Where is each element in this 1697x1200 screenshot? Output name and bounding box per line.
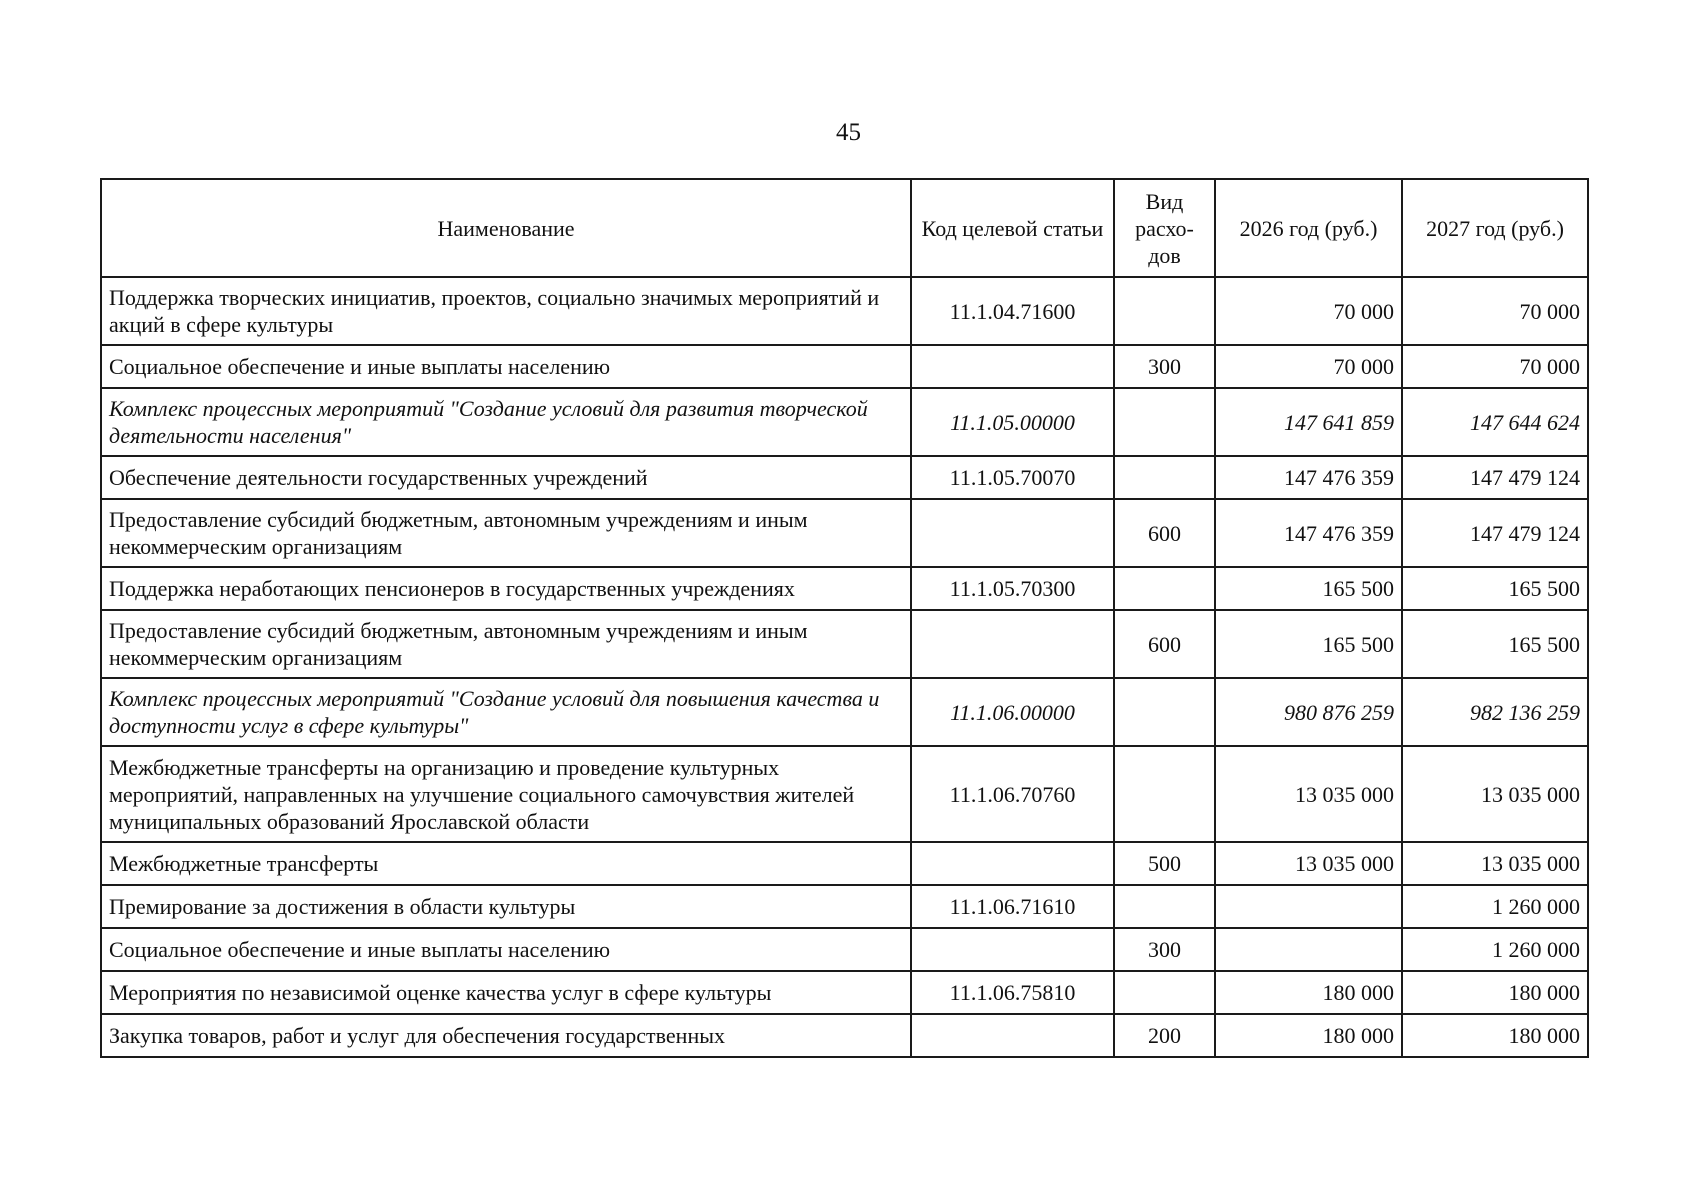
cell-code: 11.1.06.71610	[911, 885, 1114, 928]
cell-type: 300	[1114, 928, 1215, 971]
cell-2027: 147 644 624	[1402, 388, 1588, 456]
header-name: Наименование	[101, 179, 911, 277]
cell-2027: 165 500	[1402, 567, 1588, 610]
cell-2027: 70 000	[1402, 277, 1588, 345]
table-row	[101, 388, 1588, 456]
cell-2026: 147 476 359	[1215, 456, 1402, 499]
table-row	[101, 842, 1588, 885]
cell-2026: 70 000	[1215, 277, 1402, 345]
cell-name: Социальное обеспечение и иные выплаты населению	[101, 928, 911, 971]
cell-2027: 13 035 000	[1402, 842, 1588, 885]
cell-2027: 147 479 124	[1402, 456, 1588, 499]
table-row	[101, 499, 1588, 567]
table-row	[101, 746, 1588, 842]
table-row	[101, 567, 1588, 610]
cell-2027: 180 000	[1402, 971, 1588, 1014]
cell-type: 300	[1114, 345, 1215, 388]
table-row	[101, 678, 1588, 746]
cell-name: Поддержка творческих инициатив, проектов, социально значимых мероприятий и акций в сфере культуры	[101, 277, 911, 345]
header-type: Вид расхо-дов	[1114, 179, 1215, 277]
cell-2027: 1 260 000	[1402, 885, 1588, 928]
cell-2026	[1215, 928, 1402, 971]
cell-name: Премирование за достижения в области культуры	[101, 885, 911, 928]
cell-2026: 13 035 000	[1215, 746, 1402, 842]
cell-2026: 70 000	[1215, 345, 1402, 388]
budget-table	[100, 178, 1589, 1058]
table-row	[101, 1014, 1588, 1057]
cell-name: Межбюджетные трансферты на организацию и проведение культурных мероприятий, направленных на улучшение социального самочувствия жителей муниципальных образований Ярославской области	[101, 746, 911, 842]
cell-2027: 147 479 124	[1402, 499, 1588, 567]
cell-2027: 982 136 259	[1402, 678, 1588, 746]
cell-type: 600	[1114, 610, 1215, 678]
cell-2027: 165 500	[1402, 610, 1588, 678]
cell-type: 500	[1114, 842, 1215, 885]
table-header	[101, 179, 1588, 277]
cell-2026: 180 000	[1215, 1014, 1402, 1057]
cell-name: Социальное обеспечение и иные выплаты населению	[101, 345, 911, 388]
cell-2027: 70 000	[1402, 345, 1588, 388]
cell-type	[1114, 277, 1215, 345]
cell-code: 11.1.06.75810	[911, 971, 1114, 1014]
cell-type	[1114, 971, 1215, 1014]
cell-code	[911, 345, 1114, 388]
cell-code: 11.1.05.00000	[911, 388, 1114, 456]
page-number: 45	[836, 119, 861, 146]
cell-2026: 147 476 359	[1215, 499, 1402, 567]
cell-name: Межбюджетные трансферты	[101, 842, 911, 885]
cell-2026: 147 641 859	[1215, 388, 1402, 456]
cell-2027: 1 260 000	[1402, 928, 1588, 971]
table-row	[101, 456, 1588, 499]
cell-type	[1114, 388, 1215, 456]
table-row	[101, 971, 1588, 1014]
cell-name: Поддержка неработающих пенсионеров в государственных учреждениях	[101, 567, 911, 610]
cell-2026: 13 035 000	[1215, 842, 1402, 885]
cell-code	[911, 928, 1114, 971]
cell-code: 11.1.06.70760	[911, 746, 1114, 842]
cell-code: 11.1.05.70300	[911, 567, 1114, 610]
cell-name: Комплекс процессных мероприятий "Создание условий для повышения качества и доступности услуг в сфере культуры"	[101, 678, 911, 746]
table-row	[101, 928, 1588, 971]
cell-2026: 165 500	[1215, 610, 1402, 678]
cell-2027: 180 000	[1402, 1014, 1588, 1057]
cell-code	[911, 610, 1114, 678]
cell-2026: 165 500	[1215, 567, 1402, 610]
cell-name: Предоставление субсидий бюджетным, автономным учреждениям и иным некоммерческим организациям	[101, 610, 911, 678]
header-2027: 2027 год (руб.)	[1402, 179, 1588, 277]
cell-type	[1114, 678, 1215, 746]
header-2026: 2026 год (руб.)	[1215, 179, 1402, 277]
cell-name: Предоставление субсидий бюджетным, автономным учреждениям и иным некоммерческим организациям	[101, 499, 911, 567]
table-row	[101, 610, 1588, 678]
cell-name: Обеспечение деятельности государственных учреждений	[101, 456, 911, 499]
cell-2027: 13 035 000	[1402, 746, 1588, 842]
cell-code	[911, 1014, 1114, 1057]
table-row	[101, 345, 1588, 388]
header-code: Код целевой статьи	[911, 179, 1114, 277]
cell-code: 11.1.06.00000	[911, 678, 1114, 746]
cell-type	[1114, 885, 1215, 928]
cell-code	[911, 499, 1114, 567]
cell-type	[1114, 567, 1215, 610]
cell-2026: 980 876 259	[1215, 678, 1402, 746]
cell-name: Закупка товаров, работ и услуг для обеспечения государственных	[101, 1014, 911, 1057]
cell-name: Мероприятия по независимой оценке качества услуг в сфере культуры	[101, 971, 911, 1014]
cell-2026	[1215, 885, 1402, 928]
cell-type	[1114, 746, 1215, 842]
table-row	[101, 277, 1588, 345]
cell-2026: 180 000	[1215, 971, 1402, 1014]
cell-type: 600	[1114, 499, 1215, 567]
cell-code: 11.1.05.70070	[911, 456, 1114, 499]
table-row	[101, 885, 1588, 928]
cell-code	[911, 842, 1114, 885]
cell-type: 200	[1114, 1014, 1215, 1057]
cell-name: Комплекс процессных мероприятий "Создание условий для развития творческой деятельности населения"	[101, 388, 911, 456]
cell-code: 11.1.04.71600	[911, 277, 1114, 345]
cell-type	[1114, 456, 1215, 499]
